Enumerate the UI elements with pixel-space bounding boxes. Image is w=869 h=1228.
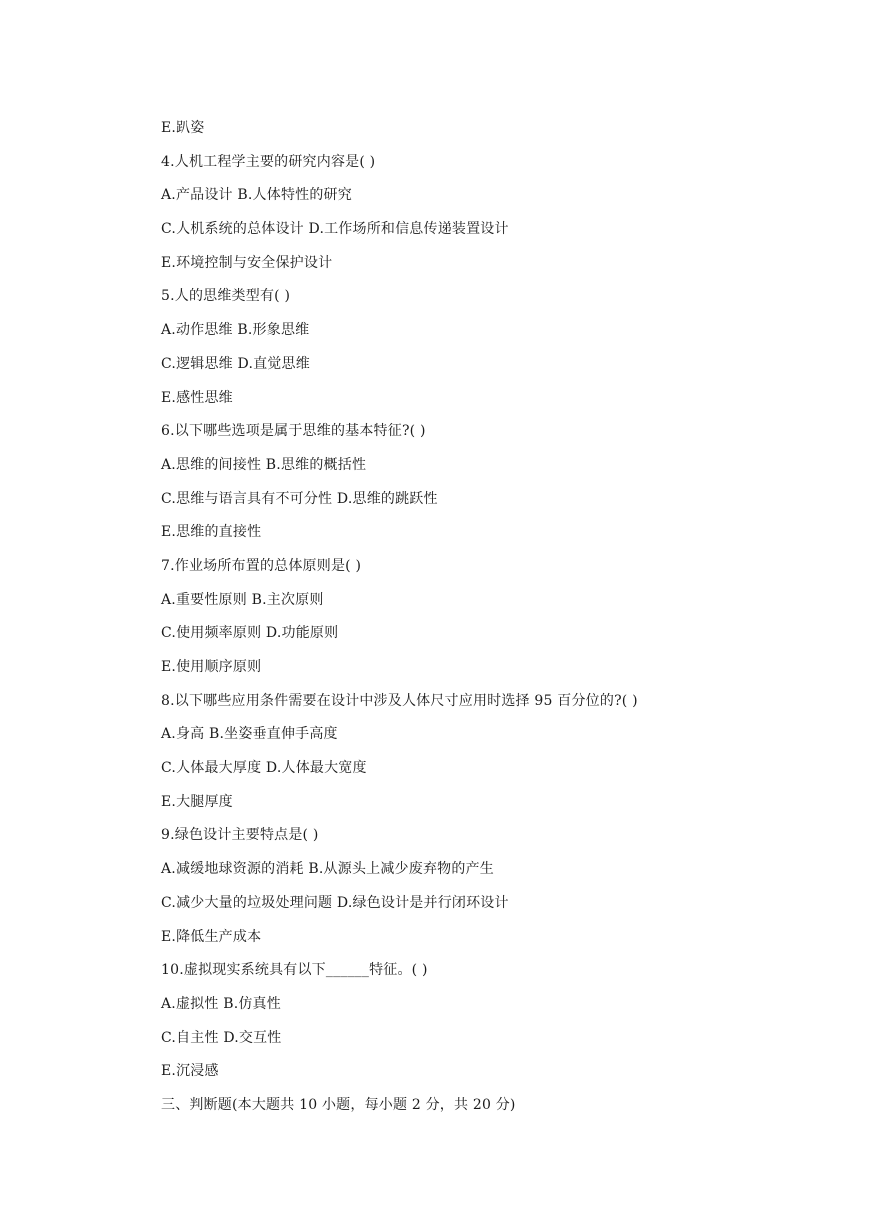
option-line: E.沉浸感	[161, 1063, 219, 1080]
question-4: 4.人机工程学主要的研究内容是( )	[161, 153, 376, 170]
option-line: E.使用顺序原则	[161, 659, 262, 675]
option-line: C.使用频率原则 D.功能原则	[161, 625, 339, 642]
option-line: A.减缓地球资源的消耗 B.从源头上减少废弃物的产生	[161, 861, 494, 878]
option-line: C.人机系统的总体设计 D.工作场所和信息传递装置设计	[161, 221, 509, 238]
question-8: 8.以下哪些应用条件需要在设计中涉及人体尺寸应用时选择 95 百分位的?( )	[161, 692, 638, 709]
option-line: A.思维的间接性 B.思维的概括性	[161, 456, 367, 473]
question-9: 9.绿色设计主要特点是( )	[161, 827, 319, 844]
option-line: E.降低生产成本	[161, 928, 262, 945]
option-line: E.环境控制与安全保护设计	[161, 254, 333, 271]
option-line: A.产品设计 B.人体特性的研究	[161, 187, 352, 204]
option-line: C.思维与语言具有不可分性 D.思维的跳跃性	[161, 490, 438, 507]
question-6: 6.以下哪些选项是属于思维的基本特征?( )	[161, 423, 426, 440]
option-line: E.感性思维	[161, 389, 233, 406]
option-line: C.减少大量的垃圾处理问题 D.绿色设计是并行闭环设计	[161, 894, 509, 911]
question-7: 7.作业场所布置的总体原则是( )	[161, 557, 362, 574]
option-line: E.大腿厚度	[161, 793, 233, 810]
question-10: 10.虚拟现实系统具有以下______特征。( )	[161, 962, 428, 979]
option-line: A.身高 B.坐姿垂直伸手高度	[161, 726, 338, 743]
document-content	[161, 118, 781, 1129]
section-heading: 三、判断题(本大题共 10 小题，每小题 2 分，共 20 分)	[161, 1096, 516, 1113]
option-line: A.动作思维 B.形象思维	[161, 322, 310, 339]
option-line: C.自主性 D.交互性	[161, 1029, 282, 1046]
option-line: C.人体最大厚度 D.人体最大宽度	[161, 760, 367, 777]
option-line: A.重要性原则 B.主次原则	[161, 591, 324, 608]
option-line: A.虚拟性 B.仿真性	[161, 995, 281, 1012]
option-line: E.思维的直接性	[161, 524, 262, 541]
option-line: E.趴姿	[161, 120, 205, 136]
option-line: C.逻辑思维 D.直觉思维	[161, 355, 310, 372]
question-5: 5.人的思维类型有( )	[161, 288, 291, 305]
